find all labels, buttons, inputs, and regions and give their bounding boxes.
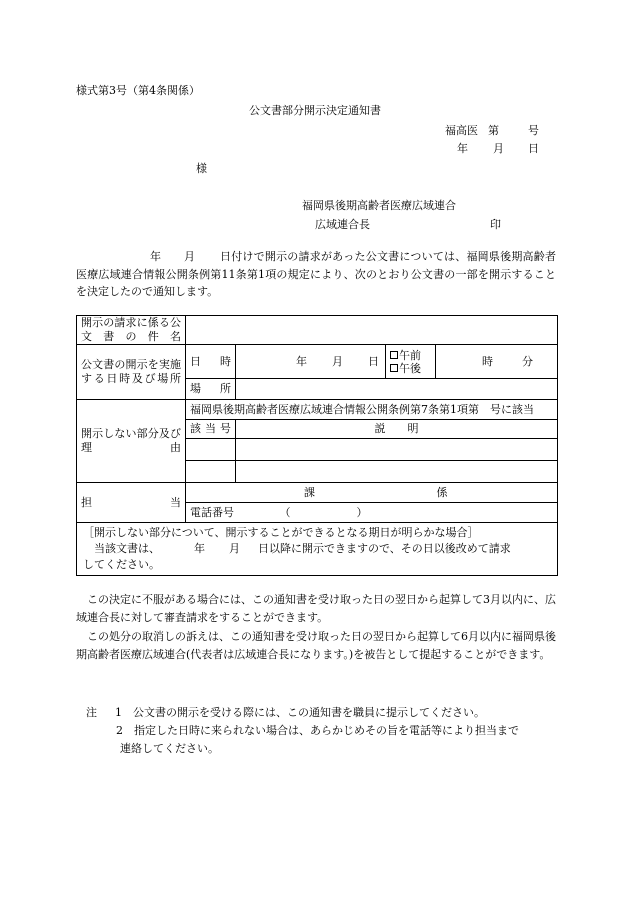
ordinance-row [77,400,558,420]
datetime-row [77,345,558,379]
time-cell [436,345,558,379]
issuer-title: 広域連合長 [315,218,370,231]
table-year: 年 [296,354,307,368]
document-title: 公文書部分開示決定通知書 [249,104,381,117]
note-2-num: 2 [116,724,123,737]
ampm-cell [386,345,436,379]
form-id: 様式第3号（第4条関係） [76,84,200,97]
intro-paragraph: 日付けで開示の請求があった公文書については、福岡県後期高齢者医療広域連合情報公開条例第11条第1項の規定により、次のとおり公文書の一部を開示することを決定したので通知します。 [76,250,556,298]
pm-checkbox[interactable] [390,364,398,372]
addressee-sama: 様 [196,162,207,175]
schedule-label: 公文書の開示を実施する日時及び場所 [77,345,186,400]
am-checkbox[interactable] [390,351,398,359]
issuer-org: 福岡県後期高齢者医療広域連合 [302,199,456,212]
place-label: 場 所 [186,379,236,400]
future-lead: 当該文書は、 [94,542,160,555]
explanation-value-1 [236,439,558,461]
future-text1: 日以降に開示できますので、その日以後改めて請求 [258,542,511,555]
am-option[interactable] [390,349,431,362]
clause-value-2 [186,461,236,483]
pm-option[interactable] [390,362,431,375]
explanation-label: 説 明 [236,420,558,439]
future-disclosure-row [77,523,558,576]
date-year: 年 [457,142,468,155]
doc-number-go: 号 [528,124,539,137]
issuer-seal: 印 [490,218,501,231]
table-month: 月 [332,354,343,368]
subject-value [186,316,558,345]
ordinance-text: 福岡県後期高齢者医療広域連合情報公開条例第7条第1項第 号に該当 [186,400,558,420]
appeal-paragraph-1: この決定に不服がある場合には、この通知書を受け取った日の翌日から起算して3月以内に、広域連合長に対して審査請求をすることができます。 [76,593,556,624]
place-value [236,379,558,400]
future-text2: してください。 [83,558,160,571]
note-1-num: 1 [115,706,122,719]
note-2-cont: 連絡してください。 [120,742,219,755]
subject-row [77,316,558,345]
note-1 [86,704,485,722]
note-label: 注 [86,706,97,719]
date-month: 月 [493,142,504,155]
disclosure-table [76,315,558,576]
doc-number-prefix: 福高医 [445,124,478,137]
contact-label: 担 当 [77,483,186,523]
section-label: 課 [304,485,315,499]
appeal-paragraph-2: この処分の取消しの訴えは、この通知書を受け取った日の翌日から起算して6月以内に福岡県後期高齢者医療広域連合(代表者は広域連合長になります。)を被告として提起することができます。 [76,630,556,661]
subject-label: 開示の請求に係る公文書の件名 [77,316,186,345]
pm-label: 午後 [399,361,421,375]
phone-paren: （ ） [279,505,368,519]
intro-month: 月 [184,250,195,263]
date-day: 日 [528,142,539,155]
table-day: 日 [368,354,379,368]
section-cell [186,483,558,503]
note-1-text: 公文書の開示を受ける際には、この通知書を職員に提示してください。 [133,706,485,719]
am-label: 午前 [399,348,421,362]
future-line1 [83,541,551,557]
nondisclosed-label: 開示しない部分及び理由 [77,400,186,483]
time-hour: 時 [482,354,493,368]
future-title: ［開示しない部分について、開示することができるとなる期日が明らかな場合］ [83,526,479,539]
future-year: 年 [194,542,205,555]
clause-label: 該当号 [186,420,236,439]
date-cell [236,345,386,379]
note-2-text: 指定した日時に来られない場合は、あらかじめその旨を電話等により担当まで [134,724,519,737]
note-2 [116,722,519,740]
future-month: 月 [229,542,240,555]
unit-label: 係 [436,485,448,499]
time-minute: 分 [522,354,533,368]
explanation-value-2 [236,461,558,483]
future-disclosure-cell [77,523,558,576]
datetime-label: 日 時 [186,345,236,379]
phone-label: 電話番号 [190,505,234,519]
doc-number-dai: 第 [488,124,499,137]
phone-cell [186,503,558,523]
intro-year: 年 [150,250,161,263]
clause-value-1 [186,439,236,461]
contact-row [77,483,558,503]
